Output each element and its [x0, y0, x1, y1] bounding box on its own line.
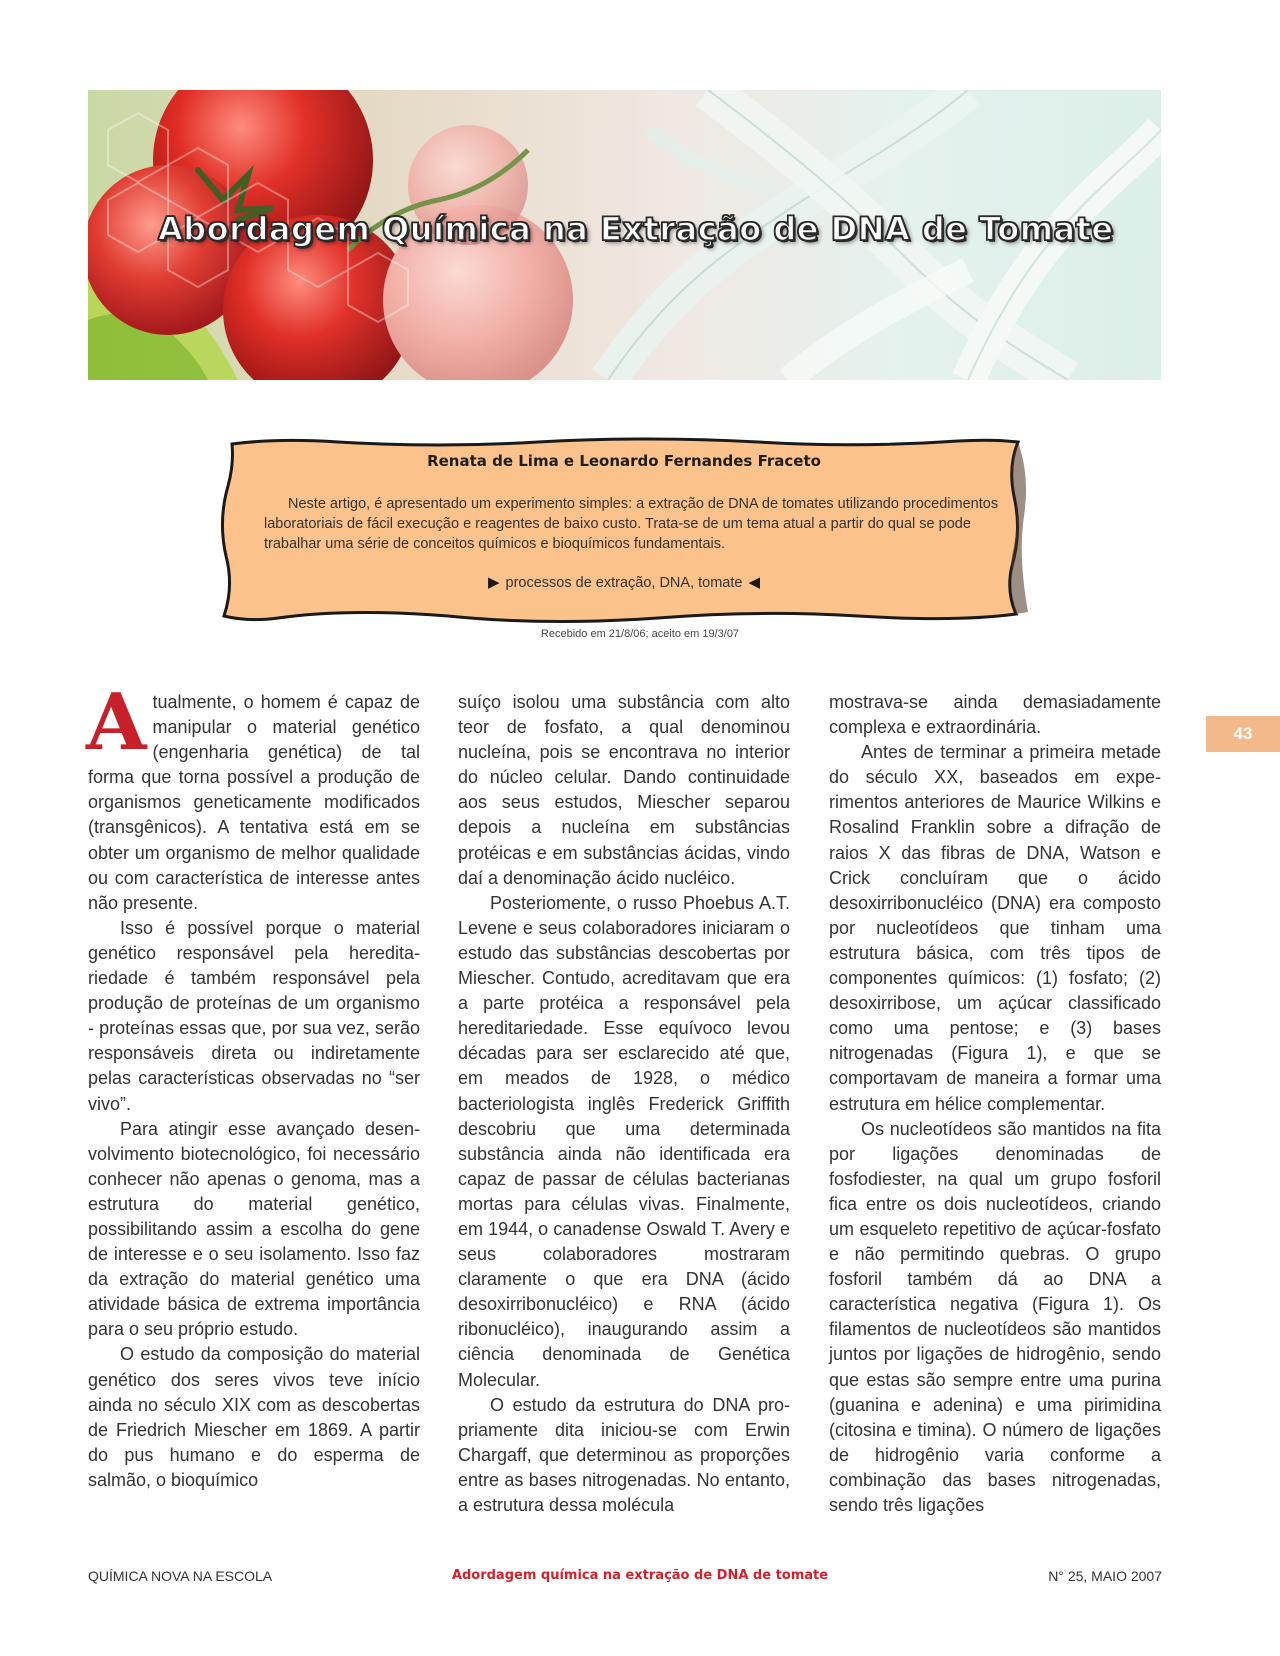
- paragraph: Posteriomente, o russo Phoebus A.T. Levene e seus colaboradores iniciaram o estudo das substâncias descobertas por Miescher. Contudo, acreditavam que era a parte protéica a responsável pela hereditariedade. Esse equívoco levou décadas para ser esclarecido até que, em meados de 1928, o médico bacteriologista inglês Frederick Griffith descobriu que uma determinada substância ainda não identificada era capaz de passar de células bacterianas mortas para células vivas. Finalmente, em 1944, o canadense Oswald T. Avery e seus colaboradores mostraram claramente o que era DNA (ácido desoxirribonucléico) e RNA (ácido ribonucléico), inaugurando assim a ciência denominada de Genética Molecular.: [458, 892, 790, 1390]
- triangle-right-icon: ▶: [487, 574, 500, 591]
- received-date: Recebido em 21/8/06; aceito em 19/3/07: [540, 628, 740, 640]
- authors: Renata de Lima e Leonardo Fernandes Fraceto: [427, 452, 821, 470]
- article-title: Abordagem Química na Extração de DNA de Tomate: [158, 210, 1114, 248]
- paragraph: Para atingir esse avançado desenvolvimento biotecnológico, foi necessário conhecer não apenas o genoma, mas a estrutura do material genético, possibilitando assim a escolha do gene de interesse e o seu isolamento. Isso faz da extração do material genético uma atividade básica de extrema importância para o seu próprio estudo.: [88, 1118, 420, 1340]
- paragraph: [86, 677, 420, 916]
- body-column-2: [458, 690, 790, 1518]
- triangle-left-icon: ◀: [748, 574, 761, 591]
- keywords-line: [218, 573, 1030, 591]
- paragraph: O estudo da estrutura do DNA propriamente dita iniciou-se com Erwin Chargaff, que determinou as proporções entre as bases nitrogenadas. No entanto, a estrutura dessa molécula: [458, 1394, 790, 1515]
- paragraph: Antes de terminar a primeira metade do século XX, baseados em experimentos anteriores de Maurice Wilkins e Rosalind Franklin sobre a difração de raios X das fibras de DNA, Watson e Crick concluíram que o ácido desoxirribonucléico (DNA) era composto por nucleotídeos que tinham uma estrutura básica, com três tipos de componentes químicos: (1) fosfato; (2) desoxirribose, um açúcar classificado como uma pentose; e (3) bases nitrogenadas (Figura 1), e que se comportavam de maneira a formar uma estrutura em hélice complementar.: [829, 742, 1161, 1114]
- abstract-text: Neste artigo, é apresentado um experimento simples: a extração de DNA de tomates utilizando procedimentos laboratoriais de fácil execução e reagentes de baixo custo. Trata-se de um tema atual a partir do qual se pode trabalhar uma série de conceitos químicos e bioquímicos fundamentais.: [264, 496, 999, 552]
- drop-cap: A: [86, 677, 147, 768]
- running-title: Adordagem química na extração de DNA de tomate: [451, 1568, 829, 1583]
- abstract-box: [218, 436, 1030, 626]
- journal-name: QUÍMICA NOVA NA ESCOLA: [88, 1568, 273, 1584]
- issue-info: N° 25, MAIO 2007: [1048, 1568, 1162, 1584]
- paragraph: O estudo da composição do material genético dos seres vivos teve início ainda no século XIX com as descobertas de Friedrich Miescher em 1869. A partir do pus humano e do esperma de salmão, o bioquímico: [88, 1344, 420, 1490]
- paragraph: Isso é possível porque o material genético responsável pela hereditariedade é também responsável pela produção de proteínas de um organismo - proteínas essas que, por sua vez, serão responsáveis direta ou indiretamente pelas características observadas no “ser vivo”.: [88, 917, 420, 1114]
- paragraph: suíço isolou uma substância com alto teor de fosfato, a qual denominou nucleína, pois se encontrava no interior do núcleo celular. Dando continuidade aos seus estudos, Miescher separou depois a nucleína em substâncias protéicas e em substâncias ácidas, vindo daí a denominação ácido nucléico.: [458, 692, 790, 888]
- page-number-tab: 43: [1206, 716, 1280, 752]
- body-column-1: [86, 677, 420, 1493]
- keywords: processos de extração, DNA, tomate: [505, 575, 743, 591]
- body-column-3: [829, 690, 1161, 1518]
- paragraph: Os nucleotídeos são mantidos na fita por ligações denominadas de fosfodiester, na qual um grupo fosforil fica entre os dois nucleotídeos, criando um esqueleto repetitivo de açúcar-fosfato e não permitindo quebras. O grupo fosforil também dá ao DNA a característica negativa (Figura 1). Os filamentos de nucleotídeos são mantidos juntos por ligações de hidrogênio, sendo que estas são sempre entre uma purina (guanina e adenina) e uma pirimidina (citosina e timina). O número de ligações de hidrogênio varia conforme a combinação das bases nitrogenadas, sendo três ligações: [829, 1118, 1161, 1515]
- paragraph-text: tualmente, o homem é capaz de manipular o material genético (engenharia genética) de tal forma que torna possível a produção de organismos geneticamente modificados (transgênicos). A tentativa está em se obter um organismo de melhor qualidade ou com característica de interesse antes não presente.: [88, 692, 420, 913]
- paragraph: mostrava-se ainda demasiadamente complexa e extraordinária.: [829, 692, 1161, 738]
- header-banner: [88, 90, 1161, 380]
